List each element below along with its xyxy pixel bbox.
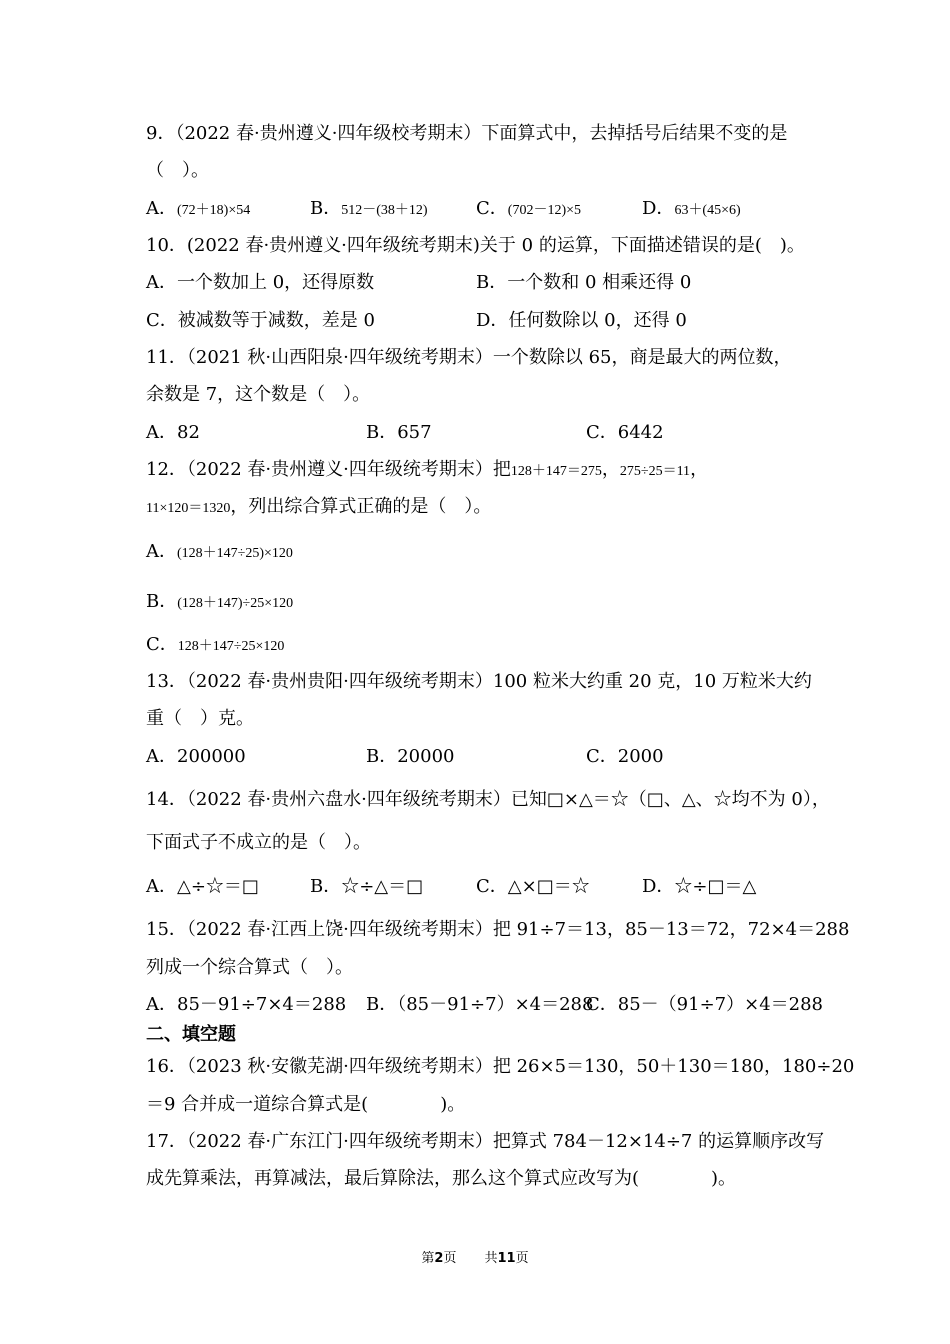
section-heading-fill-in: 二、填空题 bbox=[146, 1024, 236, 1045]
q13-option-b: B．20000 bbox=[366, 746, 455, 767]
page-footer bbox=[0, 1247, 950, 1266]
q11-stem-line2: 余数是 7，这个数是（ ）。 bbox=[146, 384, 371, 405]
q9-stem-line1: 9．（2022 春·贵州遵义·四年级校考期末）下面算式中，去掉括号后结果不变的是 bbox=[146, 123, 788, 144]
q10-option-c: C．被减数等于减数，差是 0 bbox=[146, 310, 375, 331]
q12-option-b: B．(128＋147)÷25×120 bbox=[146, 591, 294, 612]
q10-option-b: B．一个数和 0 相乘还得 0 bbox=[476, 272, 692, 293]
q10-option-a: A．一个数加上 0，还得原数 bbox=[146, 272, 375, 293]
q9-option-c: C．(702－12)×5 bbox=[476, 198, 582, 219]
q17-stem-line2: 成先算乘法，再算减法，最后算除法，那么这个算式应改写为( )。 bbox=[146, 1168, 737, 1189]
q14-option-d: D．☆÷□＝△ bbox=[642, 876, 757, 897]
q9-option-b: B．512－(38＋12) bbox=[310, 198, 428, 219]
q14-stem-line1: 14．（2022 春·贵州六盘水·四年级统考期末）已知□×△＝☆（□、△、☆均不为 0）， bbox=[146, 789, 830, 810]
footer-total-prefix: 共 bbox=[484, 1251, 498, 1266]
q16-stem-line1: 16．（2023 秋·安徽芜湖·四年级统考期末）把 26×5＝130，50＋130＝180，180÷20 bbox=[146, 1056, 855, 1077]
q9-option-a: A．(72＋18)×54 bbox=[146, 198, 251, 219]
footer-page-number: 2 bbox=[434, 1251, 444, 1266]
q11-stem-line1: 11．（2021 秋·山西阳泉·四年级统考期末）一个数除以 65，商是最大的两位数， bbox=[146, 347, 792, 368]
q14-option-a: A．△÷☆＝□ bbox=[146, 876, 259, 897]
q13-stem-line1: 13．（2022 春·贵州贵阳·四年级统考期末）100 粒米大约重 20 克，10 万粒米大约 bbox=[146, 671, 812, 692]
q13-option-a: A．200000 bbox=[146, 746, 246, 767]
q12-stem-line2: 11×120＝1320，列出综合算式正确的是（ ）。 bbox=[146, 496, 492, 517]
q15-option-b: B．（85－91÷7）×4＝288 bbox=[366, 994, 594, 1015]
footer-total-suffix: 页 bbox=[515, 1251, 529, 1266]
q14-stem-line2: 下面式子不成立的是（ ）。 bbox=[146, 832, 371, 853]
q14-option-c: C．△×□＝☆ bbox=[476, 876, 590, 897]
footer-page-suffix: 页 bbox=[443, 1251, 457, 1266]
q10-stem: 10．(2022 春·贵州遵义·四年级统考期末)关于 0 的运算，下面描述错误的是( )。 bbox=[146, 235, 805, 256]
q15-stem-line1: 15．（2022 春·江西上饶·四年级统考期末）把 91÷7＝13，85－13＝72，72×4＝288 bbox=[146, 919, 850, 940]
q12-option-c: C．128＋147÷25×120 bbox=[146, 634, 285, 655]
q10-option-d: D．任何数除以 0，还得 0 bbox=[476, 310, 687, 331]
footer-total-number: 11 bbox=[497, 1251, 516, 1266]
q9-option-d: D．63＋(45×6) bbox=[642, 198, 741, 219]
q11-option-c: C．6442 bbox=[586, 422, 664, 443]
q14-option-b: B．☆÷△＝□ bbox=[310, 876, 424, 897]
footer-page-prefix: 第 bbox=[421, 1251, 435, 1266]
q15-option-c: C．85－（91÷7）×4＝288 bbox=[586, 994, 824, 1015]
q12-option-a: A．(128＋147÷25)×120 bbox=[146, 541, 293, 562]
q13-stem-line2: 重（ ）克。 bbox=[146, 708, 254, 729]
q16-stem-line2: ＝9 合并成一道综合算式是( )。 bbox=[146, 1094, 466, 1115]
q13-option-c: C．2000 bbox=[586, 746, 664, 767]
q12-stem-line1: 12．（2022 春·贵州遵义·四年级统考期末）把128＋147＝275，275÷25＝11， bbox=[146, 459, 709, 480]
q15-stem-line2: 列成一个综合算式（ ）。 bbox=[146, 957, 353, 978]
q15-option-a: A．85－91÷7×4＝288 bbox=[146, 994, 347, 1015]
q11-option-a: A．82 bbox=[146, 422, 200, 443]
q17-stem-line1: 17．（2022 春·广东江门·四年级统考期末）把算式 784－12×14÷7 的运算顺序改写 bbox=[146, 1131, 825, 1152]
q9-stem-line2: （ ）。 bbox=[146, 160, 209, 181]
q11-option-b: B．657 bbox=[366, 422, 432, 443]
